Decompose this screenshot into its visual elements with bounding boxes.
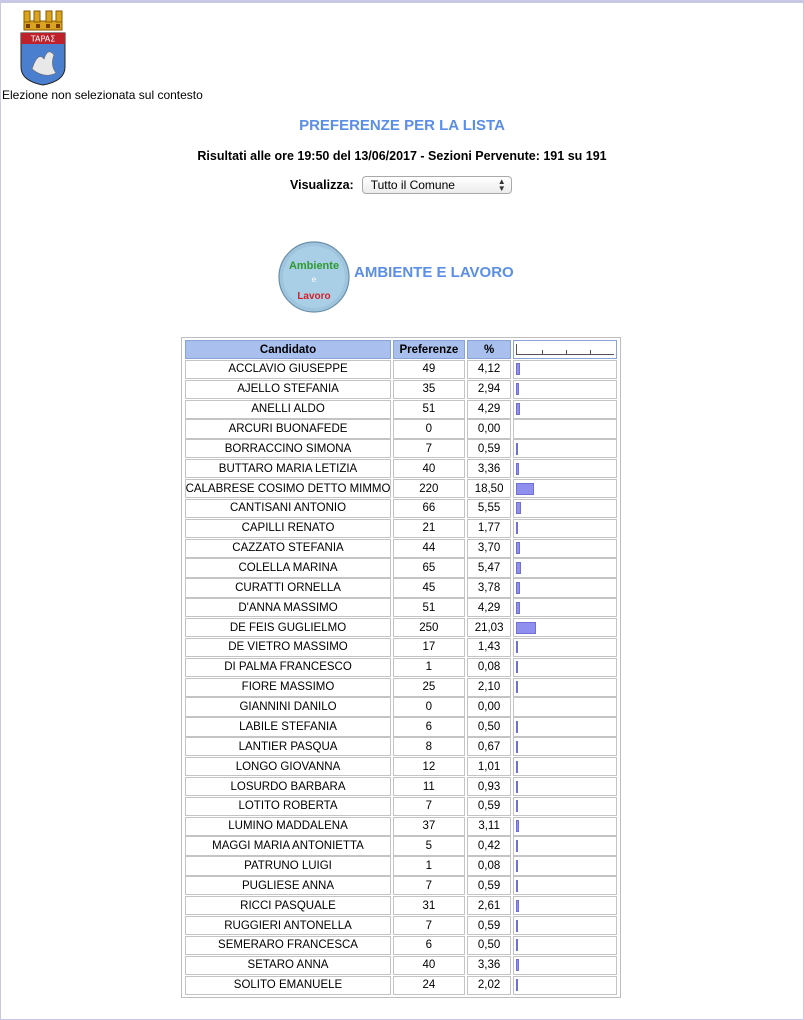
table-row [185, 519, 617, 539]
candidate-percent: 3,36 [467, 459, 512, 478]
candidate-preferences: 51 [393, 400, 465, 419]
percent-bar [516, 840, 518, 852]
candidate-preferences: 8 [393, 737, 465, 756]
percent-bar-cell [513, 777, 617, 796]
results-status: Risultati alle ore 19:50 del 13/06/2017 - Sezioni Pervenute: 191 su 191 [197, 149, 607, 163]
percent-bar [516, 562, 521, 574]
percent-bar-cell [513, 658, 617, 677]
candidate-name: CALABRESE COSIMO DETTO MIMMO [185, 479, 391, 498]
candidate-name: ANELLI ALDO [185, 400, 391, 419]
percent-bar-cell [513, 916, 617, 935]
percent-bar [516, 602, 520, 614]
candidate-percent: 3,36 [467, 956, 512, 975]
candidate-percent: 2,94 [467, 380, 512, 399]
candidate-name: LONGO GIOVANNA [185, 757, 391, 776]
percent-bar [516, 661, 518, 673]
percent-bar [516, 443, 518, 455]
table-row [185, 479, 617, 499]
candidate-name: SETARO ANNA [185, 956, 391, 975]
candidate-preferences: 11 [393, 777, 465, 796]
candidate-name: FIORE MASSIMO [185, 678, 391, 697]
table-row [185, 419, 617, 439]
candidate-preferences: 44 [393, 539, 465, 558]
percent-bar-cell [513, 638, 617, 657]
candidate-preferences: 7 [393, 439, 465, 458]
candidate-name: LUMINO MADDALENA [185, 817, 391, 836]
candidate-preferences: 40 [393, 459, 465, 478]
candidate-name: ARCURI BUONAFEDE [185, 419, 391, 438]
candidate-preferences: 17 [393, 638, 465, 657]
percent-bar-cell [513, 976, 617, 995]
party-name: AMBIENTE E LAVORO [354, 264, 514, 281]
candidate-percent: 3,11 [467, 817, 512, 836]
percent-bar-cell [513, 836, 617, 855]
candidate-name: PUGLIESE ANNA [185, 876, 391, 895]
svg-text:Lavoro: Lavoro [297, 291, 331, 302]
header-percent: % [467, 340, 512, 359]
candidate-percent: 0,08 [467, 658, 512, 677]
table-row [185, 697, 617, 717]
header-candidate: Candidato [185, 340, 391, 359]
candidate-preferences: 66 [393, 499, 465, 518]
candidate-preferences: 31 [393, 896, 465, 915]
candidate-name: COLELLA MARINA [185, 558, 391, 577]
percent-bar [516, 622, 536, 634]
candidate-name: PATRUNO LUIGI [185, 856, 391, 875]
percent-bar [516, 542, 520, 554]
table-row [185, 459, 617, 479]
percent-bar-cell [513, 439, 617, 458]
percent-bar [516, 483, 534, 495]
percent-bar-cell [513, 539, 617, 558]
percent-bar-cell [513, 400, 617, 419]
percent-bar-cell [513, 956, 617, 975]
table-row [185, 578, 617, 598]
candidate-name: CAPILLI RENATO [185, 519, 391, 538]
candidate-name: CURATTI ORNELLA [185, 578, 391, 597]
page-title: PREFERENZE PER LA LISTA [299, 117, 505, 134]
candidate-name: BUTTARO MARIA LETIZIA [185, 459, 391, 478]
percent-bar-cell [513, 360, 617, 379]
table-row [185, 558, 617, 578]
table-row [185, 717, 617, 737]
percent-bar [516, 820, 519, 832]
percent-bar-cell [513, 876, 617, 895]
percent-bar [516, 721, 518, 733]
candidate-percent: 0,00 [467, 419, 512, 438]
header-preferences: Preferenze [393, 340, 465, 359]
city-crest-logo [18, 7, 68, 87]
percent-bar [516, 363, 520, 375]
candidate-percent: 0,59 [467, 916, 512, 935]
candidate-percent: 1,43 [467, 638, 512, 657]
candidate-name: BORRACCINO SIMONA [185, 439, 391, 458]
candidate-name: SOLITO EMANUELE [185, 976, 391, 995]
percent-bar [516, 463, 519, 475]
context-message: Elezione non selezionata sul contesto [2, 88, 203, 102]
percent-bar [516, 761, 518, 773]
table-row [185, 836, 617, 856]
candidate-percent: 2,61 [467, 896, 512, 915]
percent-bar-cell [513, 896, 617, 915]
view-select[interactable] [362, 176, 512, 194]
candidate-name: GIANNINI DANILO [185, 697, 391, 716]
candidate-preferences: 6 [393, 717, 465, 736]
candidate-preferences: 21 [393, 519, 465, 538]
select-arrows-icon: ▲ ▼ [497, 177, 506, 193]
percent-bar [516, 900, 519, 912]
percent-bar [516, 502, 521, 514]
candidate-preferences: 5 [393, 836, 465, 855]
candidate-name: RICCI PASQUALE [185, 896, 391, 915]
candidate-percent: 1,01 [467, 757, 512, 776]
percent-bar [516, 800, 518, 812]
table-header [185, 340, 617, 360]
candidate-name: DI PALMA FRANCESCO [185, 658, 391, 677]
percent-bar [516, 939, 518, 951]
header-scale [513, 340, 617, 359]
candidate-percent: 5,55 [467, 499, 512, 518]
preferences-table [181, 337, 621, 998]
percent-bar [516, 582, 520, 594]
table-row [185, 539, 617, 559]
percent-bar-cell [513, 499, 617, 518]
percent-bar [516, 383, 519, 395]
candidate-preferences: 12 [393, 757, 465, 776]
view-label: Visualizza: [290, 178, 354, 192]
candidate-preferences: 45 [393, 578, 465, 597]
percent-bar [516, 522, 518, 534]
percent-bar-cell [513, 479, 617, 498]
table-row [185, 817, 617, 837]
table-row [185, 976, 617, 996]
candidate-preferences: 37 [393, 817, 465, 836]
crown-icon [24, 11, 62, 30]
candidate-preferences: 40 [393, 956, 465, 975]
candidate-percent: 0,93 [467, 777, 512, 796]
percent-bar-cell [513, 558, 617, 577]
candidate-percent: 5,47 [467, 558, 512, 577]
table-row [185, 360, 617, 380]
candidate-percent: 4,29 [467, 598, 512, 617]
table-row [185, 797, 617, 817]
candidate-percent: 3,78 [467, 578, 512, 597]
candidate-percent: 0,67 [467, 737, 512, 756]
table-row [185, 956, 617, 976]
table-row [185, 856, 617, 876]
candidate-preferences: 7 [393, 916, 465, 935]
candidate-preferences: 24 [393, 976, 465, 995]
candidate-preferences: 51 [393, 598, 465, 617]
candidate-percent: 0,50 [467, 936, 512, 955]
table-row [185, 638, 617, 658]
candidate-name: LANTIER PASQUA [185, 737, 391, 756]
percent-bar-cell [513, 519, 617, 538]
candidate-percent: 4,29 [467, 400, 512, 419]
candidate-percent: 3,70 [467, 539, 512, 558]
table-row [185, 896, 617, 916]
candidate-preferences: 7 [393, 876, 465, 895]
candidate-name: DE VIETRO MASSIMO [185, 638, 391, 657]
candidate-percent: 0,00 [467, 697, 512, 716]
table-row [185, 678, 617, 698]
candidate-name: LOSURDO BARBARA [185, 777, 391, 796]
svg-text:TAPAΣ: TAPAΣ [30, 34, 56, 44]
candidate-preferences: 6 [393, 936, 465, 955]
table-row [185, 380, 617, 400]
candidate-preferences: 35 [393, 380, 465, 399]
candidate-percent: 0,50 [467, 717, 512, 736]
candidate-preferences: 65 [393, 558, 465, 577]
candidate-preferences: 250 [393, 618, 465, 637]
candidate-preferences: 0 [393, 697, 465, 716]
candidate-percent: 1,77 [467, 519, 512, 538]
candidate-percent: 0,59 [467, 876, 512, 895]
table-row [185, 876, 617, 896]
percent-bar-cell [513, 697, 617, 716]
candidate-name: D'ANNA MASSIMO [185, 598, 391, 617]
party-logo [278, 241, 350, 313]
percent-bar-cell [513, 459, 617, 478]
table-row [185, 936, 617, 956]
percent-bar-cell [513, 737, 617, 756]
percent-bar [516, 880, 518, 892]
candidate-percent: 0,42 [467, 836, 512, 855]
candidate-name: AJELLO STEFANIA [185, 380, 391, 399]
table-row [185, 400, 617, 420]
candidate-name: MAGGI MARIA ANTONIETTA [185, 836, 391, 855]
percent-bar-cell [513, 578, 617, 597]
table-row [185, 916, 617, 936]
table-row [185, 737, 617, 757]
percent-bar-cell [513, 618, 617, 637]
candidate-name: LABILE STEFANIA [185, 717, 391, 736]
view-select-value: Tutto il Comune [370, 178, 455, 192]
table-row [185, 777, 617, 797]
candidate-percent: 21,03 [467, 618, 512, 637]
candidate-preferences: 25 [393, 678, 465, 697]
percent-bar [516, 741, 518, 753]
table-row [185, 658, 617, 678]
candidate-percent: 2,02 [467, 976, 512, 995]
candidate-percent: 4,12 [467, 360, 512, 379]
percent-bar-cell [513, 717, 617, 736]
percent-bar [516, 860, 518, 872]
candidate-name: CAZZATO STEFANIA [185, 539, 391, 558]
candidate-percent: 0,59 [467, 439, 512, 458]
svg-text:Ambiente: Ambiente [288, 260, 340, 272]
candidate-preferences: 220 [393, 479, 465, 498]
percent-bar-cell [513, 936, 617, 955]
table-row [185, 499, 617, 519]
percent-bar [516, 681, 518, 693]
scale-icon [516, 344, 614, 355]
candidate-percent: 0,59 [467, 797, 512, 816]
table-row [185, 598, 617, 618]
table-row [185, 439, 617, 459]
candidate-percent: 2,10 [467, 678, 512, 697]
percent-bar-cell [513, 678, 617, 697]
table-body [185, 360, 617, 996]
percent-bar-cell [513, 380, 617, 399]
percent-bar [516, 781, 518, 793]
table-row [185, 618, 617, 638]
table-row [185, 757, 617, 777]
view-selector-row [290, 176, 512, 194]
candidate-name: SEMERARO FRANCESCA [185, 936, 391, 955]
candidate-percent: 0,08 [467, 856, 512, 875]
candidate-name: CANTISANI ANTONIO [185, 499, 391, 518]
percent-bar-cell [513, 856, 617, 875]
candidate-preferences: 0 [393, 419, 465, 438]
candidate-name: RUGGIERI ANTONELLA [185, 916, 391, 935]
percent-bar-cell [513, 817, 617, 836]
candidate-preferences: 49 [393, 360, 465, 379]
candidate-preferences: 1 [393, 856, 465, 875]
svg-text:e: e [311, 275, 317, 284]
candidate-name: ACCLAVIO GIUSEPPE [185, 360, 391, 379]
candidate-preferences: 1 [393, 658, 465, 677]
percent-bar [516, 403, 520, 415]
percent-bar-cell [513, 598, 617, 617]
percent-bar-cell [513, 419, 617, 438]
percent-bar [516, 959, 519, 971]
percent-bar [516, 979, 518, 991]
candidate-percent: 18,50 [467, 479, 512, 498]
percent-bar [516, 641, 518, 653]
candidate-name: DE FEIS GUGLIELMO [185, 618, 391, 637]
candidate-name: LOTITO ROBERTA [185, 797, 391, 816]
candidate-preferences: 7 [393, 797, 465, 816]
percent-bar-cell [513, 757, 617, 776]
percent-bar [516, 920, 518, 932]
percent-bar-cell [513, 797, 617, 816]
